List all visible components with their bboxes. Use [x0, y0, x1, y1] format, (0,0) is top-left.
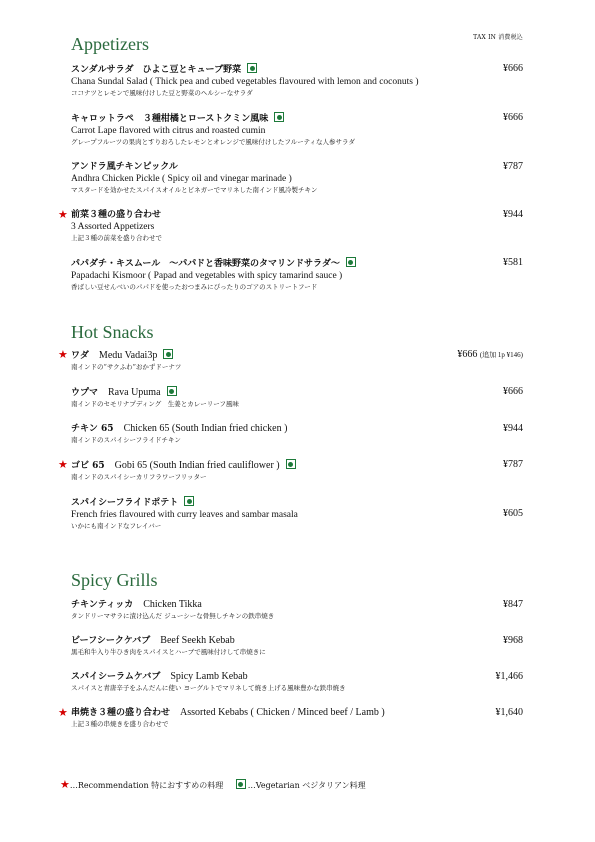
item-price: ¥666 [503, 112, 523, 123]
legend [60, 778, 366, 791]
recommendation-star-icon: ★ [58, 348, 68, 361]
item-description: 上記３種の前菜を盛り合わせで [71, 234, 162, 242]
item-price: ¥944 [503, 423, 523, 434]
section-appetizers [58, 34, 523, 292]
section-heading: Appetizers [71, 34, 149, 54]
item-description: スパイスと青唐辛子をふんだんに使い ヨーグルトでマリネして焼き上げる風味豊かな鉄串焼き [71, 684, 346, 692]
item-name-en: 3 Assorted Appetizers [71, 222, 155, 232]
menu-item [58, 458, 523, 482]
menu-item [58, 208, 523, 243]
vegetarian-icon [247, 63, 257, 73]
item-name-en: Chana Sundal Salad ( Thick pea and cubed vegetables flavoured with lemon and coconuts ) [71, 77, 419, 87]
menu-item [71, 112, 523, 147]
item-name-jp: チキンティッカ [71, 600, 134, 610]
item-name-en: Spicy Lamb Kebab [170, 671, 248, 682]
section-hot-snacks [58, 322, 523, 531]
menu-item [71, 635, 523, 657]
item-price: ¥666 [503, 63, 523, 74]
item-price: ¥666 [503, 386, 523, 397]
menu-item [71, 423, 523, 445]
section-spicy-grills [58, 570, 523, 729]
item-price: ¥605 [503, 508, 523, 519]
legend-veg-text: …Vegetarian ベジタリアン料理 [247, 781, 366, 790]
item-name-jp: チキン 65 [71, 424, 114, 434]
item-description: 黒毛和牛入り牛ひき肉をスパイスとハーブで風味付けして串焼きに [71, 648, 266, 656]
item-name-jp: 前菜３種の盛り合わせ [71, 210, 162, 220]
item-description: タンドリーマサラに漬け込んだ ジューシーな骨無しチキンの鉄串焼き [71, 612, 275, 620]
menu-item [71, 386, 523, 409]
item-name-jp: アンドラ風チキンピックル [71, 162, 178, 172]
item-description: 南インドのセモリナプディング 生姜とカレーリーフ風味 [71, 400, 239, 408]
price-extra: (追加 1p ¥146) [479, 351, 523, 359]
item-name-en: Chicken 65 (South Indian fried chicken ) [123, 423, 288, 434]
tax-note: TAX IN 消費税込 [473, 34, 523, 41]
item-name-jp: 串焼き３種の盛り合わせ [71, 708, 171, 718]
item-name-jp: キャロットラペ ３種柑橘とローストクミン風味 [71, 114, 269, 124]
item-price: ¥1,466 [495, 671, 523, 682]
item-description: いかにも南インドなフレイバー [71, 522, 162, 530]
legend-recommend-text: …Recommendation 特におすすめの料理 [69, 781, 224, 790]
item-description: 上記３種の串焼きを盛り合わせで [71, 720, 169, 728]
menu-item [71, 496, 523, 531]
item-price: ¥787 [503, 161, 523, 172]
item-name-jp: スパイシーフライドポテト [71, 498, 179, 508]
item-name-en: Rava Upuma [108, 387, 161, 398]
item-name-jp: ゴビ 65 [71, 461, 105, 471]
vegetarian-icon [286, 459, 296, 469]
vegetarian-icon [184, 496, 194, 506]
item-name-jp: スンダルサラダ ひよこ豆とキューブ野菜 [71, 65, 242, 75]
item-price: ¥1,640 [495, 707, 523, 718]
vegetarian-icon [167, 386, 177, 396]
item-price: ¥581 [503, 257, 523, 268]
item-name-en: Gobi 65 (South Indian fried cauliflower ) [114, 460, 280, 471]
menu-item [58, 706, 523, 729]
menu-item [71, 257, 523, 292]
item-description: ココナツとレモンで風味付けした豆と野菜のヘルシーなサラダ [71, 89, 253, 97]
item-name-en: Medu Vadai3p [98, 350, 158, 361]
item-name-en: Beef Seekh Kebab [160, 635, 235, 646]
item-price: ¥968 [503, 635, 523, 646]
menu-item [71, 161, 523, 195]
item-name-en: Chicken Tikka [143, 599, 202, 610]
item-description: 南インドのスパイシーフライドチキン [71, 436, 181, 444]
section-heading: Spicy Grills [71, 570, 158, 590]
recommendation-star-icon: ★ [58, 208, 68, 221]
item-price: ¥787 [503, 459, 523, 470]
item-name-en: French fries flavoured with curry leaves and sambar masala [71, 510, 298, 520]
recommendation-star-icon: ★ [60, 778, 70, 791]
item-name-en: Andhra Chicken Pickle ( Spicy oil and vinegar marinade ) [71, 174, 292, 184]
section-heading: Hot Snacks [71, 322, 154, 342]
item-name-en: Assorted Kebabs ( Chicken / Minced beef / Lamb ) [180, 707, 385, 718]
vegetarian-icon [346, 257, 356, 267]
vegetarian-icon [236, 779, 246, 789]
item-name-jp: パパダチ・キスムール ～パパドと香味野菜のタマリンドサラダ～ [71, 259, 340, 269]
item-price [457, 349, 523, 361]
menu-item [58, 348, 523, 372]
menu-item [71, 599, 523, 621]
item-description: マスタードを効かせたスパイスオイルとビネガーでマリネした南インド風冷製チキン [71, 186, 318, 194]
item-description: 南インドの“サクふわ”おかずドーナツ [71, 363, 182, 371]
item-name-en: Papadachi Kismoor ( Papad and vegetables with spicy tamarind sauce ) [71, 271, 343, 281]
item-description: グレープフルーツの果肉とすりおろしたレモンとオレンジで風味付けしたフルーティな人参サラダ [71, 138, 355, 146]
item-name-jp: スパイシーラムケバブ [71, 672, 161, 682]
recommendation-star-icon: ★ [58, 458, 68, 471]
item-name-en: Carrot Lape flavored with citrus and roasted cumin [71, 126, 266, 136]
item-name-jp: ワダ [71, 351, 89, 361]
price-value: ¥666 [457, 349, 478, 360]
vegetarian-icon [274, 112, 284, 122]
item-description: 香ばしい豆せんべいのパパドを使ったおつまみにぴったりのゴアのストリートフード [71, 283, 318, 291]
item-name-jp: ウプマ [71, 388, 99, 398]
recommendation-star-icon: ★ [58, 706, 68, 719]
item-name-jp: ビーフシークケバブ [71, 636, 151, 646]
vegetarian-icon [163, 349, 173, 359]
menu-item [71, 63, 523, 98]
menu-item [71, 671, 523, 693]
item-price: ¥944 [503, 209, 523, 220]
item-description: 南インドのスパイシーカリフラワーフリッター [71, 473, 207, 481]
item-price: ¥847 [503, 599, 523, 610]
